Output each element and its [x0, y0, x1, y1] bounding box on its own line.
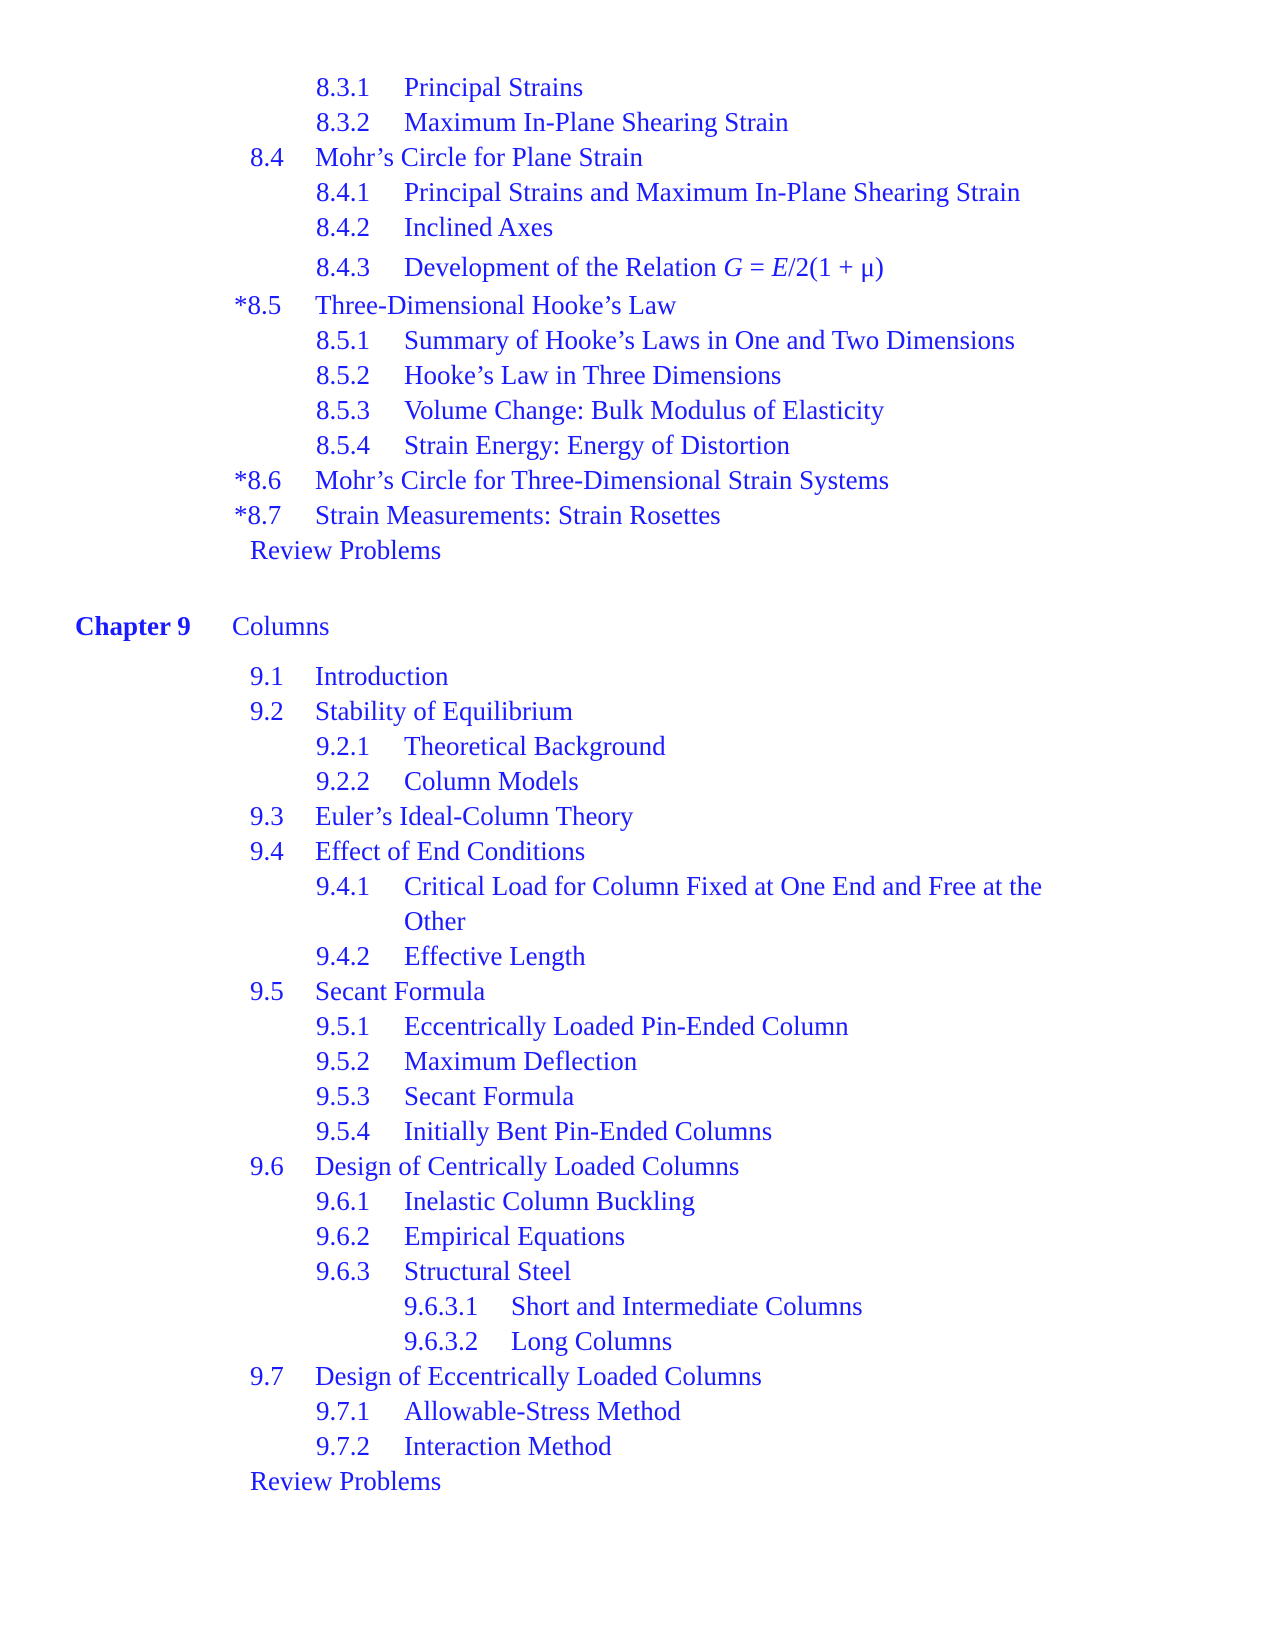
entry-number: 8.5.1: [316, 325, 370, 355]
entry-number: 9.5.4: [316, 1116, 370, 1146]
entry-title: Mohr’s Circle for Plane Strain: [315, 142, 643, 172]
entry-number: 9.6.3.2: [404, 1326, 479, 1356]
entry-title: Three-Dimensional Hooke’s Law: [315, 290, 677, 320]
entry-title: Strain Energy: Energy of Distortion: [404, 430, 790, 460]
entry-number: 9.2: [250, 696, 284, 726]
equation-rest: /2(1 + μ): [788, 252, 884, 282]
entry-number: 8.4.2: [316, 212, 370, 242]
entry-number: 9.2.2: [316, 766, 370, 796]
chapter-title[interactable]: Columns: [232, 611, 330, 641]
title-prefix: Development of the Relation: [404, 252, 724, 282]
entry-title: Principal Strains and Maximum In-Plane Shearing Strain: [404, 177, 1021, 207]
symbol-e: E: [771, 252, 789, 282]
entry-title-line-1: Critical Load for Column Fixed at One End and Free at the: [404, 871, 1043, 901]
entry-title: Introduction: [315, 661, 449, 691]
entry-title: Stability of Equilibrium: [315, 696, 573, 726]
entry-title: Allowable-Stress Method: [404, 1396, 681, 1426]
entry-number: 8.5.2: [316, 360, 370, 390]
entry-number: 9.7: [250, 1361, 284, 1391]
entry-number: 9.5.1: [316, 1011, 370, 1041]
entry-title: Hooke’s Law in Three Dimensions: [404, 360, 782, 390]
entry-number: 9.2.1: [316, 731, 370, 761]
entry-title: Review Problems: [250, 535, 442, 565]
entry-number: 9.6.1: [316, 1186, 370, 1216]
entry-title: Short and Intermediate Columns: [511, 1291, 863, 1321]
entry-number: 9.4.1: [316, 871, 370, 901]
entry-number: 9.6.3.1: [404, 1291, 479, 1321]
entry-number: 9.4.2: [316, 941, 370, 971]
entry-title: Effective Length: [404, 941, 586, 971]
entry-title: Maximum Deflection: [404, 1046, 638, 1076]
entry-number: 9.6.3: [316, 1256, 370, 1286]
entry-title: Empirical Equations: [404, 1221, 626, 1251]
entry-number: 8.4.1: [316, 177, 370, 207]
entry-title: Inelastic Column Buckling: [404, 1186, 695, 1216]
entry-number: 9.7.1: [316, 1396, 370, 1426]
entry-number: 9.6: [250, 1151, 284, 1181]
entry-number: 9.5: [250, 976, 284, 1006]
entry-number: 8.4: [250, 142, 284, 172]
entry-number: 8.5.4: [316, 430, 370, 460]
entry-title: Long Columns: [511, 1326, 673, 1356]
entry-number: 8.3.2: [316, 107, 370, 137]
entry-title: [404, 250, 884, 284]
entry-title: Structural Steel: [404, 1256, 572, 1286]
entry-title: Volume Change: Bulk Modulus of Elasticity: [404, 395, 885, 425]
entry-number: 8.5.3: [316, 395, 370, 425]
entry-number: 8.4.3: [316, 252, 370, 282]
entry-title: Column Models: [404, 766, 579, 796]
entry-title: Eccentrically Loaded Pin-Ended Column: [404, 1011, 849, 1041]
entry-title: Mohr’s Circle for Three-Dimensional Strain Systems: [315, 465, 890, 495]
entry-title: Design of Eccentrically Loaded Columns: [315, 1361, 762, 1391]
entry-number: *8.7: [234, 500, 282, 530]
entry-title: Initially Bent Pin-Ended Columns: [404, 1116, 773, 1146]
chapter-label[interactable]: Chapter 9: [75, 611, 191, 641]
entry-title: Design of Centrically Loaded Columns: [315, 1151, 740, 1181]
entry-number: 8.3.1: [316, 72, 370, 102]
equals: =: [742, 252, 772, 282]
entry-title: Secant Formula: [404, 1081, 575, 1111]
entry-number: 9.5.3: [316, 1081, 370, 1111]
entry-number: *8.5: [234, 290, 282, 320]
entry-title: Summary of Hooke’s Laws in One and Two Dimensions: [404, 325, 1016, 355]
entry-number: 9.4: [250, 836, 284, 866]
entry-title: Principal Strains: [404, 72, 584, 102]
entry-title: Interaction Method: [404, 1431, 612, 1461]
entry-title: Secant Formula: [315, 976, 486, 1006]
entry-title: Maximum In-Plane Shearing Strain: [404, 107, 789, 137]
entry-title: Review Problems: [250, 1466, 442, 1496]
entry-number: 9.5.2: [316, 1046, 370, 1076]
entry-title-line-2: Other: [404, 906, 466, 936]
entry-number: *8.6: [234, 465, 282, 495]
entry-number: 9.6.2: [316, 1221, 370, 1251]
entry-title: Effect of End Conditions: [315, 836, 586, 866]
symbol-g: G: [723, 252, 743, 282]
entry-title: Euler’s Ideal-Column Theory: [315, 801, 634, 831]
entry-number: 9.1: [250, 661, 284, 691]
entry-title: Strain Measurements: Strain Rosettes: [315, 500, 721, 530]
entry-number: 9.7.2: [316, 1431, 370, 1461]
entry-number: 9.3: [250, 801, 284, 831]
entry-title: Inclined Axes: [404, 212, 554, 242]
entry-title: Theoretical Background: [404, 731, 666, 761]
